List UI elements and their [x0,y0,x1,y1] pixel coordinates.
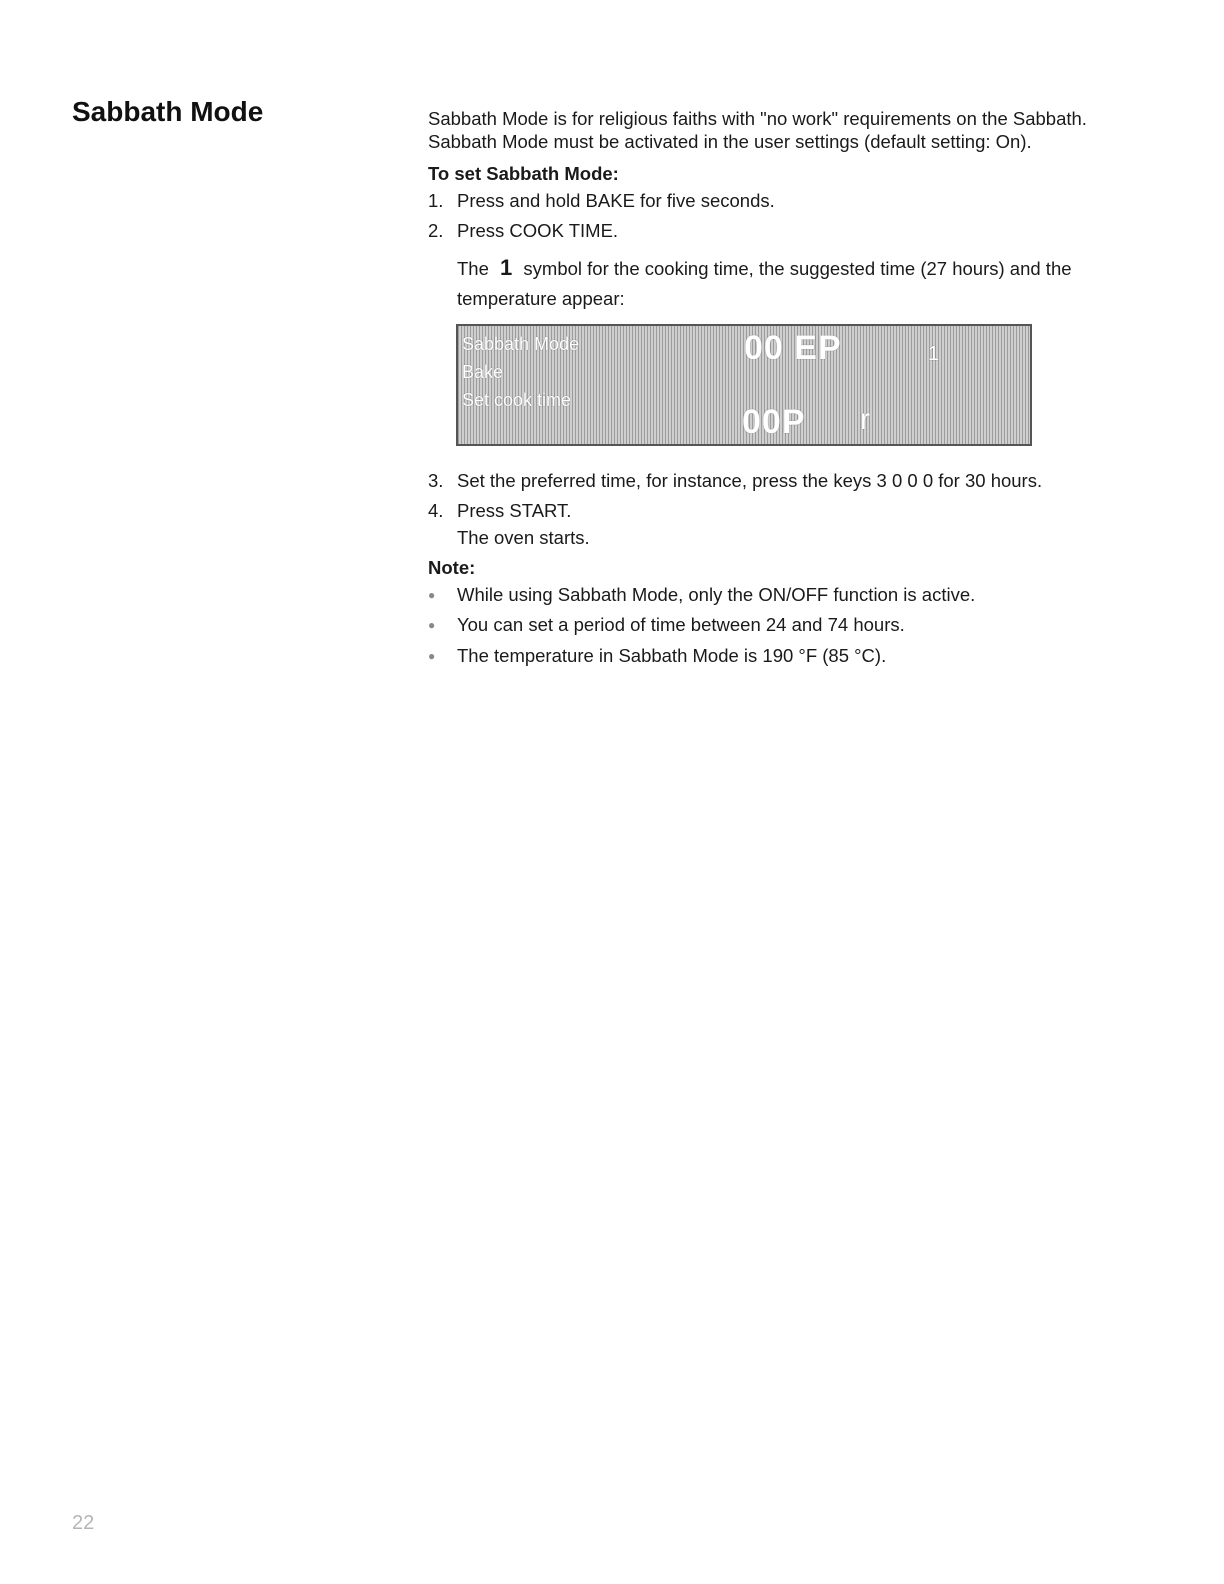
note-text: You can set a period of time between 24 and 74 hours. [457,614,905,636]
note-label: Note: [428,557,476,579]
note-item [428,584,1148,607]
step-4-result: The oven starts. [457,526,590,548]
step-text: Press and hold BAKE for five seconds. [457,189,775,211]
section-title: Sabbath Mode [72,96,264,127]
step-1 [428,190,1148,213]
display-time-readout: 00 EP [744,328,842,367]
intro-paragraph [428,108,1148,153]
step-text: Press START. [457,500,572,522]
step-4 [428,500,1148,523]
bullet-icon: ● [428,587,436,602]
display-heat-symbol-icon: r [860,402,870,436]
display-line-2: Bake [462,361,504,382]
display-temperature-readout: 00P [742,402,806,441]
display-clock-symbol-icon: 1 [928,342,940,365]
step-text: Set the preferred time, for instance, press the keys 3 0 0 0 for 30 hours. [457,469,1043,491]
step-number: 1. [428,189,444,211]
note-text: While using Sabbath Mode, only the ON/OFF function is active. [457,583,976,605]
cooking-time-symbol-icon: 1 [500,254,513,280]
step-text: Press COOK TIME. [457,220,619,242]
steps-subheading: To set Sabbath Mode: [428,163,619,185]
content-column [428,108,1148,676]
display-line-3: Set cook time [462,389,572,410]
step-2 [428,220,1148,243]
step-3 [428,470,1148,493]
note-item [428,645,1148,668]
step-number: 4. [428,500,444,522]
page-number: 22 [72,1512,95,1534]
bullet-icon: ● [428,618,436,633]
step-2-explanation [457,251,1148,314]
explanation-after: symbol for the cooking time, the suggested time (27 hours) and the temperature appear: [457,257,1072,309]
step-number: 2. [428,220,444,242]
display-line-1: Sabbath Mode [462,333,580,354]
note-text: The temperature in Sabbath Mode is 190 °F (85 °C). [457,644,887,666]
oven-display-image [456,324,1032,446]
note-item [428,614,1148,637]
step-number: 3. [428,469,444,491]
intro-line-2: Sabbath Mode must be activated in the user settings (default setting: On). [428,130,1032,152]
explanation-before: The [457,257,489,279]
bullet-icon: ● [428,648,436,663]
intro-line-1: Sabbath Mode is for religious faiths with "no work" requirements on the Sabbath. [428,108,1087,129]
